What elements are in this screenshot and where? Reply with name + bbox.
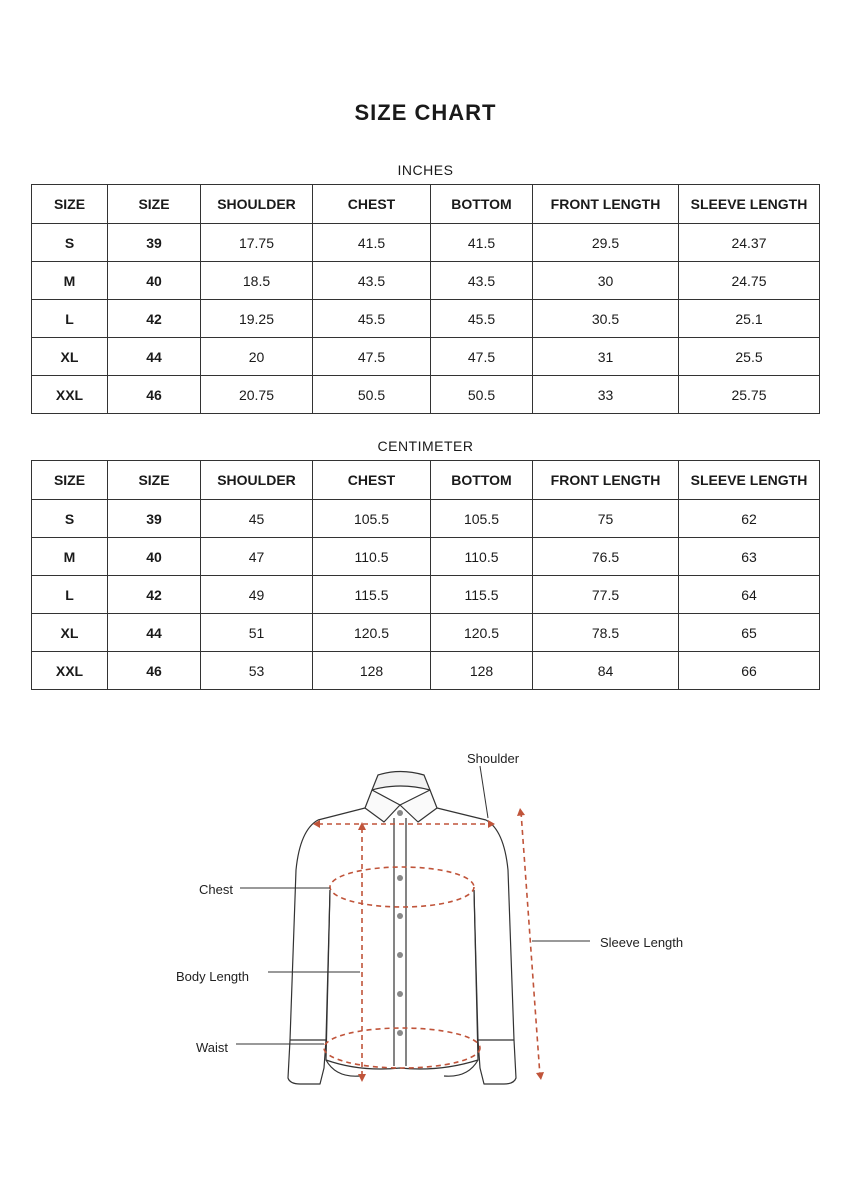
column-header: CHEST — [313, 461, 431, 500]
measurement-cell: 78.5 — [533, 614, 679, 652]
table-header-row — [32, 461, 820, 500]
table-row — [32, 338, 820, 376]
size-number-cell: 42 — [108, 576, 201, 614]
column-header: BOTTOM — [431, 185, 533, 224]
measurement-cell: 43.5 — [431, 262, 533, 300]
arrow-icons — [313, 808, 544, 1082]
measurement-cell: 115.5 — [313, 576, 431, 614]
sleeve-length-measure-line — [521, 812, 540, 1076]
measurement-cell: 25.5 — [679, 338, 820, 376]
column-header: SIZE — [32, 461, 108, 500]
measurement-cell: 45.5 — [313, 300, 431, 338]
measurement-cell: 45.5 — [431, 300, 533, 338]
table-row — [32, 262, 820, 300]
measurement-cell: 64 — [679, 576, 820, 614]
measurement-cell: 128 — [431, 652, 533, 690]
measurement-cell: 30 — [533, 262, 679, 300]
measurement-cell: 110.5 — [313, 538, 431, 576]
measurement-cell: 25.75 — [679, 376, 820, 414]
column-header: SLEEVE LENGTH — [679, 185, 820, 224]
chest-label: Chest — [199, 882, 233, 897]
measurement-cell: 77.5 — [533, 576, 679, 614]
column-header: SHOULDER — [201, 185, 313, 224]
button-icons — [397, 810, 403, 1036]
size-label-cell: S — [32, 500, 108, 538]
measurement-cell: 62 — [679, 500, 820, 538]
measurement-cell: 25.1 — [679, 300, 820, 338]
measurement-cell: 47.5 — [431, 338, 533, 376]
measurement-cell: 41.5 — [431, 224, 533, 262]
size-label-cell: XL — [32, 614, 108, 652]
table-row — [32, 652, 820, 690]
table-header-row — [32, 185, 820, 224]
size-number-cell: 42 — [108, 300, 201, 338]
table-row — [32, 614, 820, 652]
measurement-cell: 84 — [533, 652, 679, 690]
body-length-label: Body Length — [176, 969, 250, 984]
measurement-cell: 47.5 — [313, 338, 431, 376]
measurement-cell: 33 — [533, 376, 679, 414]
measurement-cell: 63 — [679, 538, 820, 576]
measurement-cell: 120.5 — [431, 614, 533, 652]
measurement-cell: 31 — [533, 338, 679, 376]
chest-measure-ellipse — [330, 867, 474, 907]
size-label-cell: S — [32, 224, 108, 262]
shoulder-label: Shoulder — [467, 751, 520, 766]
size-number-cell: 44 — [108, 338, 201, 376]
table-row — [32, 500, 820, 538]
page-title: SIZE CHART — [354, 100, 497, 125]
measurement-cell: 50.5 — [313, 376, 431, 414]
measurement-cell: 105.5 — [313, 500, 431, 538]
measurement-cell: 51 — [201, 614, 313, 652]
size-number-cell: 44 — [108, 614, 201, 652]
measurement-cell: 50.5 — [431, 376, 533, 414]
measurement-cell: 30.5 — [533, 300, 679, 338]
size-label-cell: L — [32, 300, 108, 338]
measurement-cell: 128 — [313, 652, 431, 690]
measurement-cell: 49 — [201, 576, 313, 614]
measurement-cell: 76.5 — [533, 538, 679, 576]
column-header: SHOULDER — [201, 461, 313, 500]
measurement-cell: 65 — [679, 614, 820, 652]
size-number-cell: 40 — [108, 538, 201, 576]
measurement-cell: 17.75 — [201, 224, 313, 262]
measurement-cell: 120.5 — [313, 614, 431, 652]
size-label-cell: XXL — [32, 376, 108, 414]
column-header: FRONT LENGTH — [533, 185, 679, 224]
measurement-cell: 20 — [201, 338, 313, 376]
measurement-cell: 47 — [201, 538, 313, 576]
measurement-cell: 43.5 — [313, 262, 431, 300]
size-label-cell: M — [32, 262, 108, 300]
table-row — [32, 300, 820, 338]
size-label-cell: XL — [32, 338, 108, 376]
measurement-cell: 41.5 — [313, 224, 431, 262]
column-header: BOTTOM — [431, 461, 533, 500]
measurement-cell: 45 — [201, 500, 313, 538]
table-row — [32, 224, 820, 262]
measurement-cell: 20.75 — [201, 376, 313, 414]
measurement-cell: 75 — [533, 500, 679, 538]
measurement-cell: 105.5 — [431, 500, 533, 538]
column-header: SIZE — [108, 185, 201, 224]
centimeter-caption: CENTIMETER — [377, 438, 474, 454]
size-label-cell: XXL — [32, 652, 108, 690]
inches-caption: INCHES — [397, 162, 454, 178]
shirt-outline-icon — [288, 772, 516, 1085]
column-header: SLEEVE LENGTH — [679, 461, 820, 500]
centimeter-table — [31, 460, 820, 690]
column-header: SIZE — [108, 461, 201, 500]
inches-table — [31, 184, 820, 414]
size-number-cell: 39 — [108, 224, 201, 262]
shirt-measurement-diagram — [0, 735, 851, 1115]
measurement-cell: 110.5 — [431, 538, 533, 576]
table-row — [32, 376, 820, 414]
table-row — [32, 538, 820, 576]
measurement-cell: 18.5 — [201, 262, 313, 300]
measurement-cell: 53 — [201, 652, 313, 690]
measurement-cell: 24.37 — [679, 224, 820, 262]
waist-label: Waist — [196, 1040, 229, 1055]
measurement-cell: 66 — [679, 652, 820, 690]
measurement-cell: 115.5 — [431, 576, 533, 614]
column-header: CHEST — [313, 185, 431, 224]
measurement-cell: 29.5 — [533, 224, 679, 262]
sleeve-length-label: Sleeve Length — [600, 935, 684, 950]
size-number-cell: 39 — [108, 500, 201, 538]
size-label-cell: M — [32, 538, 108, 576]
column-header: SIZE — [32, 185, 108, 224]
column-header: FRONT LENGTH — [533, 461, 679, 500]
table-row — [32, 576, 820, 614]
measurement-guides — [318, 812, 540, 1078]
measurement-cell: 24.75 — [679, 262, 820, 300]
size-number-cell: 40 — [108, 262, 201, 300]
size-number-cell: 46 — [108, 376, 201, 414]
measurement-cell: 19.25 — [201, 300, 313, 338]
size-number-cell: 46 — [108, 652, 201, 690]
size-label-cell: L — [32, 576, 108, 614]
